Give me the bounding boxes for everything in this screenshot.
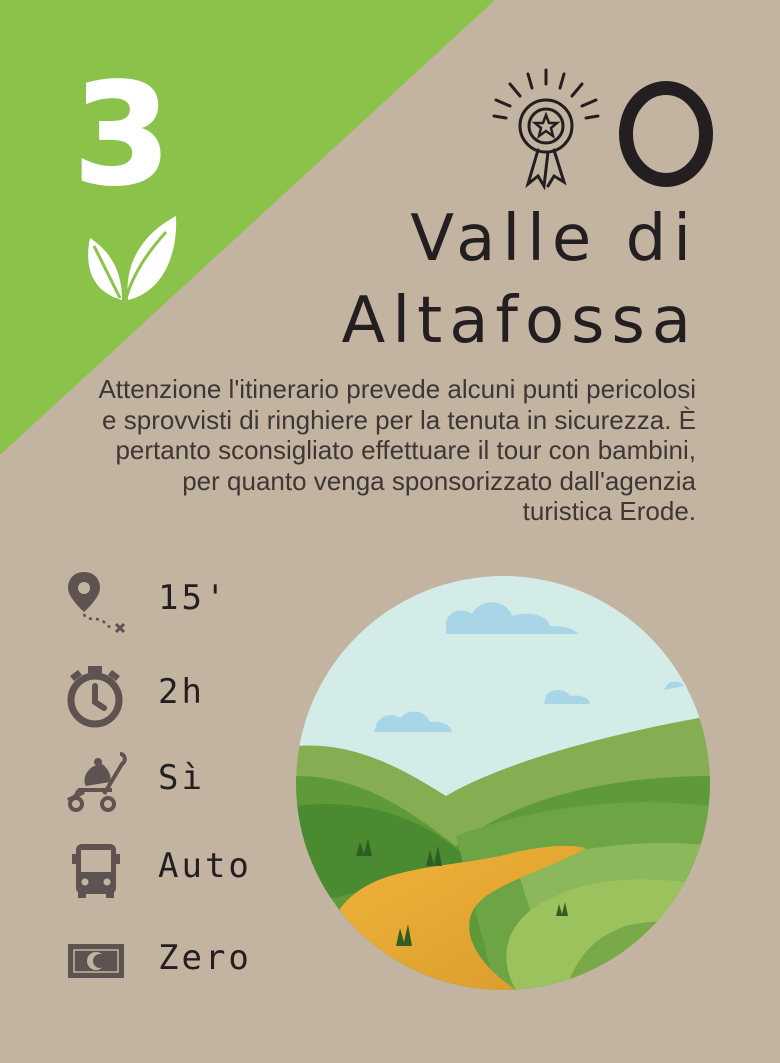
route-pin-icon <box>64 570 128 634</box>
card-number <box>70 68 180 198</box>
route-description: Attenzione l'itinerario prevede alcuni punti pericolosi e sprovvisti di ringhiere per la tenuta in sicurezza. È pertanto sconsigliato effettuare il tour con bambini, per quanto venga sponsorizzato dall'agenzia turistica Erode. <box>98 374 696 526</box>
stat-transport <box>64 838 304 902</box>
banknote-icon <box>64 930 128 994</box>
stopwatch-icon <box>64 664 128 728</box>
medal-icon <box>488 66 604 190</box>
stat-cost-value: Zero <box>158 938 252 978</box>
leaf-icon <box>82 212 178 304</box>
stat-stroller-value: Sì <box>158 758 205 798</box>
stat-stroller <box>64 750 304 814</box>
route-title-line2: Altafossa <box>341 284 698 358</box>
stroller-icon <box>64 750 128 814</box>
card-number-text: 3 <box>73 68 171 198</box>
stat-cost <box>64 930 304 994</box>
route-title-line1: Valle di <box>410 202 698 276</box>
route-title <box>198 198 698 362</box>
bus-icon <box>64 838 128 902</box>
landscape-illustration <box>296 576 710 990</box>
stat-distance <box>64 570 304 634</box>
stat-transport-value: Auto <box>158 846 252 886</box>
stat-duration-value: 2h <box>158 672 205 712</box>
award-count <box>614 80 718 188</box>
stat-distance-value: 15' <box>158 578 229 618</box>
stat-duration <box>64 664 304 728</box>
